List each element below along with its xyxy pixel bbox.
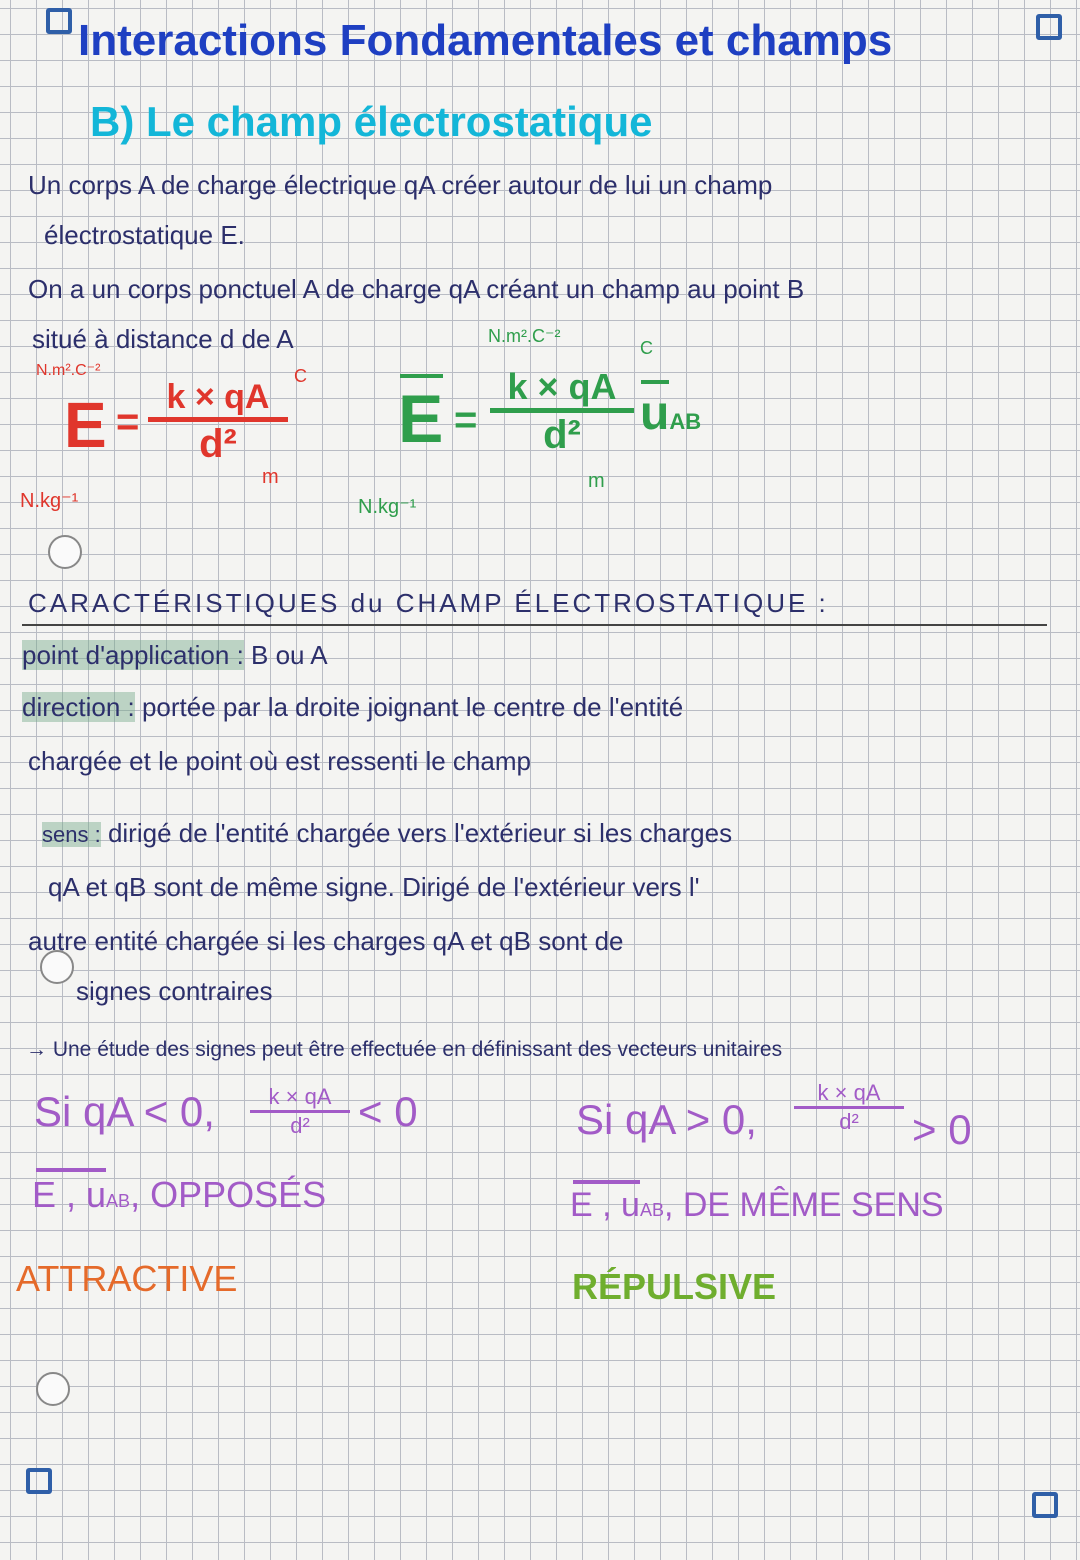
vectors: E , u <box>32 1174 107 1215</box>
characteristics-heading: CARACTÉRISTIQUES du CHAMP ÉLECTROSTATIQUE : <box>28 588 829 618</box>
numerator: k × qA <box>268 1084 332 1109</box>
unit-vector: u <box>640 387 670 440</box>
unit-d: m <box>588 470 605 492</box>
case-result: , OPPOSÉS <box>130 1174 327 1215</box>
unit-q: C <box>294 366 307 386</box>
section-subtitle: B) Le champ électrostatique <box>90 98 653 145</box>
heading-underline <box>22 624 1047 626</box>
corner-mark-icon <box>1032 1492 1058 1518</box>
page-title: Interactions Fondamentales et champs <box>78 16 893 65</box>
unit-vector-sub: AB <box>669 409 702 434</box>
direction-text: portée par la droite joignant le centre de l'entité <box>141 692 684 722</box>
denominator: d² <box>543 413 581 457</box>
intro-line: situé à distance d de A <box>32 324 294 354</box>
note-line: → Une étude des signes peut être effectuée en définissant des vecteurs unitaires <box>26 1038 783 1061</box>
formula-eq: = <box>116 400 140 444</box>
formula-fraction <box>490 366 634 458</box>
direction-label: direction : <box>22 692 135 722</box>
denominator: d² <box>199 422 237 466</box>
unit-E: N.kg⁻¹ <box>20 490 79 512</box>
formula-fraction <box>148 378 288 467</box>
unit-E: N.kg⁻¹ <box>358 496 417 518</box>
unit-d: m <box>262 466 279 488</box>
formula-lhs: E <box>64 389 107 461</box>
case-nature: RÉPULSIVE <box>572 1266 777 1307</box>
vector-sub: AB <box>639 1200 664 1220</box>
sens-label: sens : <box>42 822 101 847</box>
vector-sub: AB <box>106 1191 131 1211</box>
denominator: d² <box>290 1113 310 1138</box>
intro-line: On a un corps ponctuel A de charge qA créant un champ au point B <box>28 274 805 304</box>
case-nature: ATTRACTIVE <box>16 1258 238 1299</box>
sens-text: qA et qB sont de même signe. Dirigé de l'extérieur vers l' <box>48 872 700 902</box>
binder-hole <box>48 535 82 569</box>
denominator: d² <box>839 1109 859 1134</box>
point-text: B ou A <box>251 640 328 670</box>
formula-lhs: E <box>398 381 444 457</box>
point-label: point d'application : <box>22 640 244 670</box>
numerator: k × qA <box>166 378 270 416</box>
binder-hole <box>36 1372 70 1406</box>
corner-mark-icon <box>1036 14 1062 40</box>
direction-text: chargée et le point où est ressenti le champ <box>28 746 531 776</box>
case-condition: Si qA < 0, <box>34 1088 215 1135</box>
sens-text: autre entité chargée si les charges qA et qB sont de <box>28 926 624 956</box>
case-fraction <box>250 1084 350 1139</box>
case-result: , DE MÊME SENS <box>663 1186 944 1224</box>
unit-k: N.m².C⁻² <box>36 362 101 379</box>
unit-q: C <box>640 338 653 358</box>
corner-mark-icon <box>46 8 72 34</box>
unit-k: N.m².C⁻² <box>488 326 561 346</box>
numerator: k × qA <box>507 366 617 407</box>
vectors: E , u <box>570 1186 640 1224</box>
formula-eq: = <box>454 398 478 442</box>
case-relation: < 0 <box>358 1088 418 1135</box>
case-condition: Si qA > 0, <box>576 1096 757 1143</box>
sens-text: dirigé de l'entité chargée vers l'extérieur si les charges <box>107 818 733 848</box>
corner-mark-icon <box>26 1468 52 1494</box>
sens-text: signes contraires <box>76 976 273 1006</box>
intro-line: Un corps A de charge électrique qA créer autour de lui un champ <box>28 170 773 200</box>
case-fraction <box>794 1080 904 1135</box>
numerator: k × qA <box>817 1080 881 1105</box>
intro-line: électrostatique E. <box>44 220 245 250</box>
case-relation: > 0 <box>912 1106 972 1153</box>
